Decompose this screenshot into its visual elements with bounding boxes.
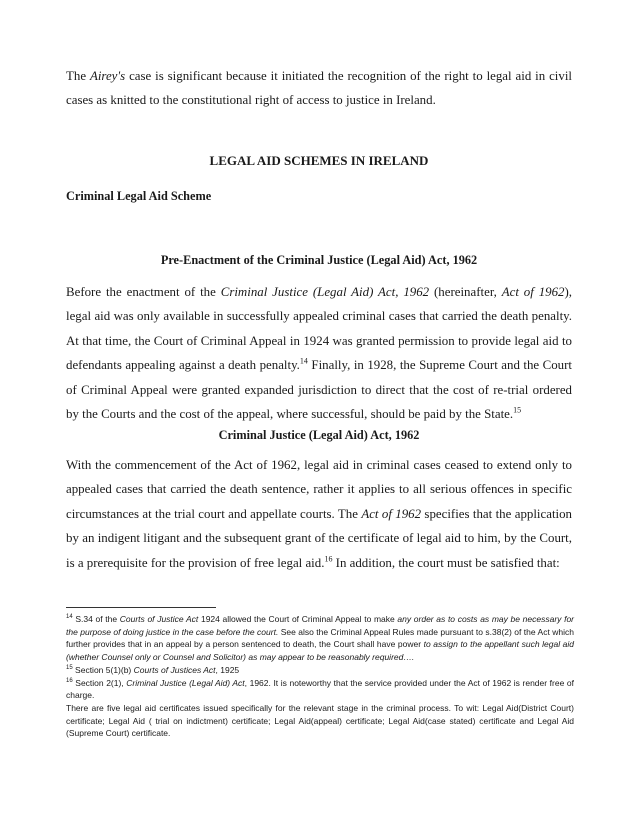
- footnote-16-text-a: Section 2(1),: [72, 677, 127, 688]
- footnote-15-number: 15: [66, 664, 73, 671]
- act-text-3: In addition, the court must be satisfied that:: [332, 555, 560, 570]
- footnote-14-text-a: S.34 of the: [72, 614, 120, 624]
- footnote-14-text-b: Courts of Justice Act: [119, 614, 199, 624]
- footnote-15-text-c: , 1925: [215, 664, 240, 675]
- pre-text-1: Before the enactment of the: [66, 285, 221, 299]
- act-short-italic: Act of 1962: [501, 285, 565, 299]
- intro-text-2: case is significant because it initiated the recognition of the right to legal aid in civil cases as knitted to the constitutional right of access to justice in Ireland.: [66, 69, 572, 108]
- footnote-14-text-c: 1924 allowed the Court of Criminal Appeal to make: [198, 614, 398, 624]
- act-text-2: specifies that the application by an indigent litigant and the subsequent grant of the certificate of legal aid to him, by the Court, is a prerequisite for the provision of free legal aid.: [66, 506, 572, 570]
- footnote-ref-15[interactable]: 15: [513, 405, 522, 415]
- footnote-14-text-d: any order as to costs as may be necessary for the purpose of doing justice in the case before the court.: [66, 614, 575, 637]
- footnote-15-text-a: Section 5(1)(b): [72, 664, 134, 675]
- footnote-15-text-b: Courts of Justices Act: [133, 664, 216, 675]
- pre-text-2: (hereinafter,: [429, 285, 502, 299]
- footnote-16: [66, 677, 574, 702]
- pre-text-3: ), legal aid was only available in successfully appealed criminal cases that carried the death penalty. At that time, the Court of Criminal Appeal in 1924 was granted permission to provide legal aid to defendants appealing against a death penalty.: [66, 285, 573, 373]
- pre-enactment-paragraph: [66, 280, 572, 426]
- footnote-16-text-b: Criminal Justice (Legal Aid) Act: [126, 677, 245, 688]
- footnote-ref-14[interactable]: 14: [299, 356, 308, 366]
- footnote-14: [66, 613, 574, 664]
- footnote-14-text-f: to assign to the appellant such legal aid (whether Counsel only or Counsel and Solicitor) as may appear to be reasonably required….: [66, 639, 575, 663]
- intro-paragraph: [66, 64, 572, 113]
- intro-text-1: The: [66, 69, 90, 83]
- act-1962-heading: Criminal Justice (Legal Aid) Act, 1962: [218, 428, 420, 442]
- act-text-1: With the commencement of the Act of 1962, legal aid in criminal cases ceased to extend only to appealed cases that carried the death sentence, rather it applies to all serious offences in specific circumstances at the trial court and appellate courts. The: [66, 458, 572, 521]
- pre-text-4: Finally, in 1928, the Supreme Court and the Court of Criminal Appeal were granted expanded jurisdiction to direct that the cost of re-trial ordered by the Courts and the cost of the appeal, where successful, should be paid by the State.: [66, 358, 572, 422]
- act-name-italic: Criminal Justice (Legal Aid) Act, 1962: [220, 285, 430, 299]
- footnote-16-number: 16: [66, 677, 73, 684]
- footnote-16-text-c: , 1962. It is noteworthy that the service provided under the Act of 1962 is render free of charge.: [66, 677, 574, 701]
- footnote-separator: [66, 607, 216, 608]
- footnote-16-continued: There are five legal aid certificates issued specifically for the relevant stage in the criminal process. To wit: Legal Aid(District Court) certificate; Legal Aid ( trial on indictment) certificate; Legal Aid(appeal) certificate; Legal Aid(case stated) certificate and Legal Aid (Supreme Court) certificate.: [66, 702, 574, 739]
- act-1962-paragraph: [66, 453, 572, 575]
- footnote-14-text-e: See also the Criminal Appeal Rules made pursuant to s.38(2) of the Act which further provides that in an appeal by a person sentenced to death, the Court shall have power: [66, 626, 574, 650]
- footnote-15: [66, 664, 574, 677]
- act-1962-italic: Act of 1962: [361, 506, 422, 521]
- footnote-14-number: 14: [66, 614, 73, 621]
- section-title: LEGAL AID SCHEMES IN IRELAND: [209, 153, 429, 168]
- footnotes: [66, 613, 574, 740]
- footnote-ref-16[interactable]: 16: [324, 554, 333, 564]
- subsection-title: Criminal Legal Aid Scheme: [66, 189, 212, 203]
- pre-enactment-heading: Pre-Enactment of the Criminal Justice (Legal Aid) Act, 1962: [160, 253, 478, 267]
- airey-case-name: Airey's: [89, 69, 126, 83]
